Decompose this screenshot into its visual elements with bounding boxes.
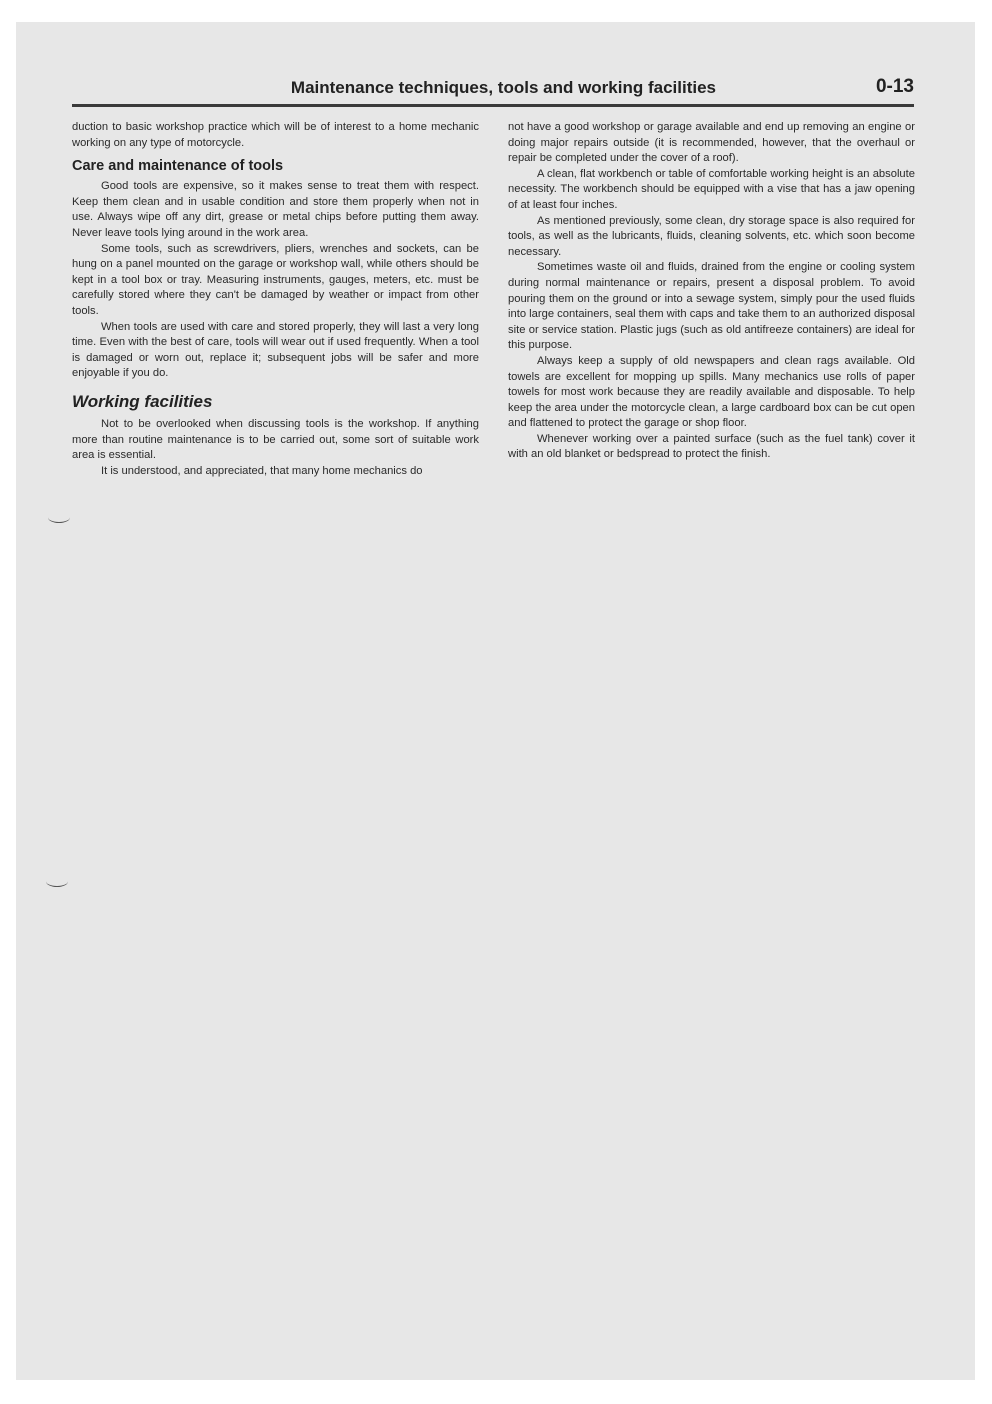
right-paragraph: Always keep a supply of old newspapers and clean rags available. Old towels are excellent for mopping up spills. Many mechanics use rolls of paper towels for most work because they are readily available and disposable. To help keep the area under the motorcycle clean, a large cardboard box can be cut open and flattened to protect the garage or shop floor. [508,354,915,430]
right-paragraph: Whenever working over a painted surface (such as the fuel tank) cover it with an old blanket or bedspread to protect the finish. [508,432,915,461]
punch-hole-mark-lower [46,876,68,887]
page-number: 0-13 [875,76,914,97]
right-column [508,120,915,463]
page-title: Maintenance techniques, tools and working facilities [290,78,716,97]
right-paragraph: As mentioned previously, some clean, dry storage space is also required for tools, as well as the lubricants, fluids, cleaning solvents, etc. which soon become necessary. [508,214,915,258]
right-continuation: not have a good workshop or garage available and end up removing an engine or doing major repairs outside (it is recommended, however, that the overhaul or repair be completed under the cover of a roof). [508,121,915,165]
care-paragraph: Good tools are expensive, so it makes sense to treat them with respect. Keep them clean and in usable condition and store them properly when not in use. Always wipe off any dirt, grease or metal chips before putting them away. Never leave tools lying around in the work area. [72,180,479,239]
right-paragraph: A clean, flat workbench or table of comfortable working height is an absolute necessity. The workbench should be equipped with a vise that has a jaw opening of at least four inches. [508,167,915,211]
page-header [72,76,914,102]
working-paragraph: It is understood, and appreciated, that many home mechanics do [101,464,423,477]
working-heading: Working facilities [72,391,213,411]
punch-hole-mark-upper [48,512,70,523]
working-paragraph: Not to be overlooked when discussing tools is the workshop. If anything more than routine maintenance is to be carried out, some sort of suitable work area is essential. [72,417,479,462]
right-paragraph: Sometimes waste oil and fluids, drained from the engine or cooling system during normal maintenance or repairs, present a disposal problem. To avoid pouring them on the ground or into a sewage system, simply pour the used fluids into large containers, seal them with caps and take them to an authorized disposal site or service station. Plastic jugs (such as old antifreeze containers) are ideal for this purpose. [508,261,915,352]
care-heading: Care and maintenance of tools [72,158,284,175]
care-paragraph: Some tools, such as screwdrivers, pliers, wrenches and sockets, can be hung on a panel mounted on the garage or workshop wall, while others should be kept in a tool box or tray. Measuring instruments, gauges, meters, etc. must be carefully stored where they can't be damaged by weather or impact from other tools. [72,242,479,317]
care-paragraph: When tools are used with care and stored properly, they will last a very long time. Even with the best of care, tools will wear out if used frequently. When a tool is damaged or worn out, replace it; subsequent jobs will be safer and more enjoyable if you do. [72,320,479,380]
header-rule [72,104,914,107]
left-column [72,120,479,479]
intro-continuation: duction to basic workshop practice which will be of interest to a home mechanic working on any type of motorcycle. [72,121,479,149]
